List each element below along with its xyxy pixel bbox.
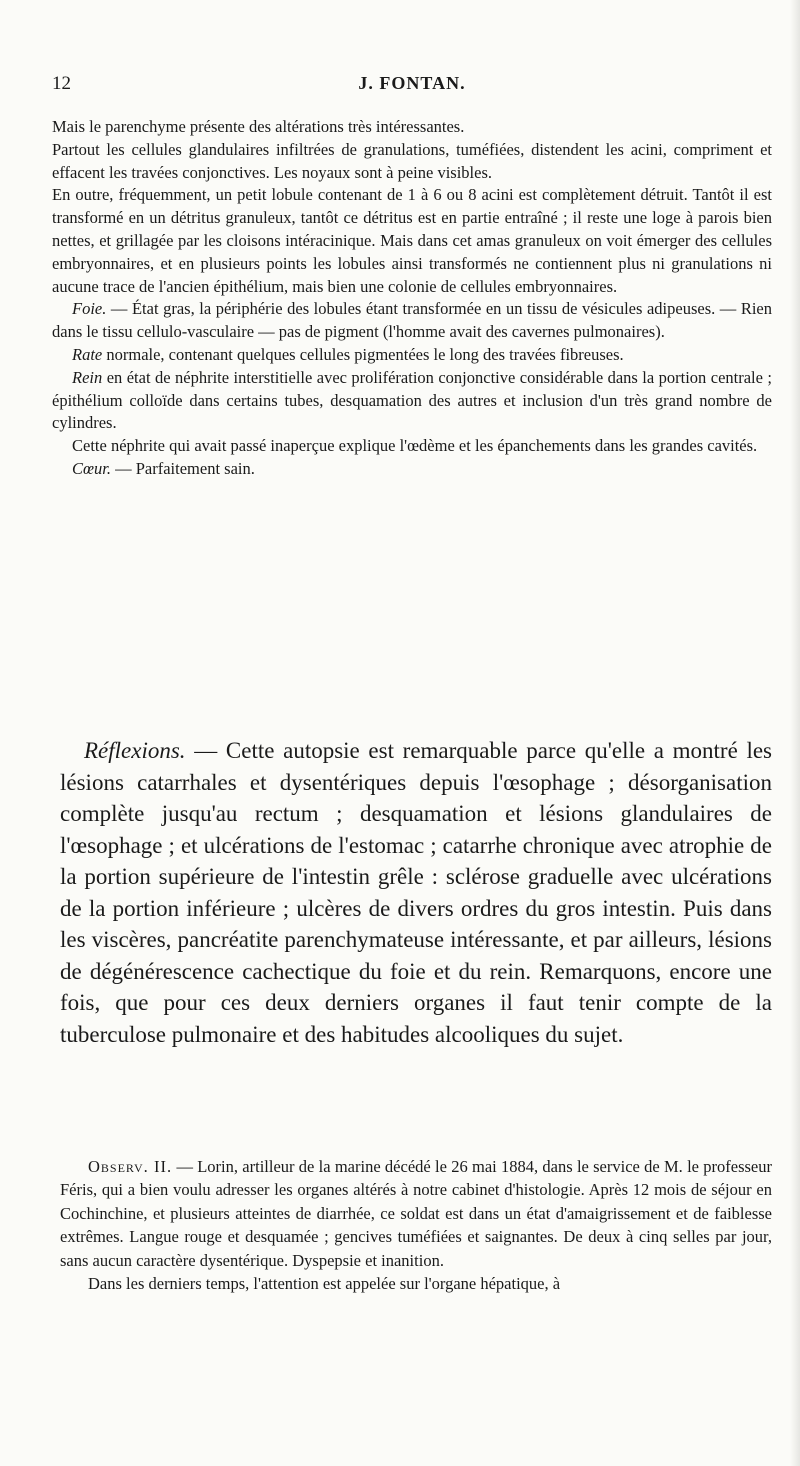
- running-title: J. FONTAN.: [358, 73, 466, 93]
- paragraph-text: Cette néphrite qui avait passé inaperçue explique l'œdème et les épanchements dans les grandes cavités.: [72, 436, 758, 456]
- observation-continuation: [60, 1272, 772, 1295]
- paragraph-text: — État gras, la périphérie des lobules étant transformée en un tissu de vésicules adipeuses. — Rien dans le tissu cellulo-vasculaire — pas de pigment (l'homme avait des cavernes pulmonaires).: [52, 299, 772, 342]
- paragraph-text: Partout les cellules glandulaires infiltrées de granulations, tuméfiées, distendent les acini, compriment et effacent les travées conjonctives. Les noyaux sont à peine visibles.: [52, 139, 772, 182]
- paragraph-lead: Cœur.: [72, 458, 111, 478]
- paragraph-lead: Foie.: [72, 299, 107, 319]
- paragraph-lead: Rein: [72, 367, 103, 387]
- reflexions-text: — Cette autopsie est remarquable parce qu'elle a montré les lésions catarrhales et dysentériques depuis l'œsophage ; désorganisation complète jusqu'au rectum ; desquamation et lésions glandulaires de l'œsophage ; et ulcérations de l'estomac ; catarrhe chronique avec atrophie de la portion supérieure de l'intestin grêle : sclérose graduelle avec ulcérations de la portion inférieure ; ulcères de divers ordres du gros intestin. Puis dans les viscères, pancréatite parenchymateuse intéressante, et par ailleurs, lésions de dégénérescence cachectique du foie et du rein. Remarquons, encore une fois, que pour ces deux derniers organes il faut tenir compte de la tuberculose pulmonaire et des habitudes alcooliques du sujet.: [60, 738, 772, 1047]
- paragraph: [52, 184, 772, 298]
- paragraph-rein: [52, 367, 772, 435]
- continuation-text: Dans les derniers temps, l'attention est appelée sur l'organe hépatique, à: [88, 1274, 561, 1294]
- page-edge-shadow: [790, 0, 800, 1466]
- paragraph: [52, 116, 772, 139]
- paragraph-coeur: [52, 458, 772, 481]
- paragraph-text: En outre, fréquemment, un petit lobule contenant de 1 à 6 ou 8 acini est complètement détruit. Tantôt il est transformé en un détritus granuleux, tantôt ce détritus est en partie entraîné ; il reste une loge à parois bien nettes, et grillagée par les cloisons intéracinique. Mais dans cet amas granuleux on voit émerger des cellules embryonnaires, et en plusieurs points les lobules ainsi transformés ne contiennent plus ni granulations ni aucune trace de l'ancien épithélium, mais bien une colonie de cellules embryonnaires.: [52, 185, 772, 296]
- paragraph-text: en état de néphrite interstitielle avec prolifération conjonctive considérable dans la portion centrale ; épithélium colloïde dans certains tubes, desquamation des autres et inclusion d'un très grand nombre de cylindres.: [52, 367, 772, 433]
- reflexions-section: [60, 735, 772, 1050]
- paragraph: [52, 435, 772, 458]
- observation-paragraph: [60, 1155, 772, 1272]
- reflexions-lead: Réflexions.: [84, 738, 186, 763]
- paragraph: [52, 139, 772, 185]
- paragraph-foie: [52, 298, 772, 344]
- observation-section: [60, 1155, 772, 1295]
- observation-text: — Lorin, artilleur de la marine décédé le 26 mai 1884, dans le service de M. le professeur Féris, qui a bien voulu adresser les organes altérés à notre cabinet d'histologie. Après 12 mois de séjour en Cochinchine, et plusieurs atteintes de diarrhée, ce soldat est dans un état d'amaigrissement et de faiblesse extrêmes. Langue rouge et desquamée ; gencives tuméfiées et saignantes. De deux à cinq selles par jour, sans aucun caractère dysentérique. Dyspepsie et inanition.: [60, 1157, 772, 1270]
- paragraph-lead: Rate: [72, 344, 103, 364]
- page-header: [52, 73, 772, 103]
- paragraph-text: Mais le parenchyme présente des altérations très intéressantes.: [52, 117, 465, 136]
- paragraph-text: — Parfaitement sain.: [110, 458, 255, 478]
- paragraph-text: normale, contenant quelques cellules pigmentées le long des travées fibreuses.: [102, 344, 624, 364]
- page-number: 12: [52, 73, 71, 94]
- paragraph-rate: [52, 344, 772, 367]
- reflexions-paragraph: [60, 735, 772, 1050]
- autopsy-findings: [52, 116, 772, 481]
- observation-lead: Observ. II.: [88, 1157, 173, 1176]
